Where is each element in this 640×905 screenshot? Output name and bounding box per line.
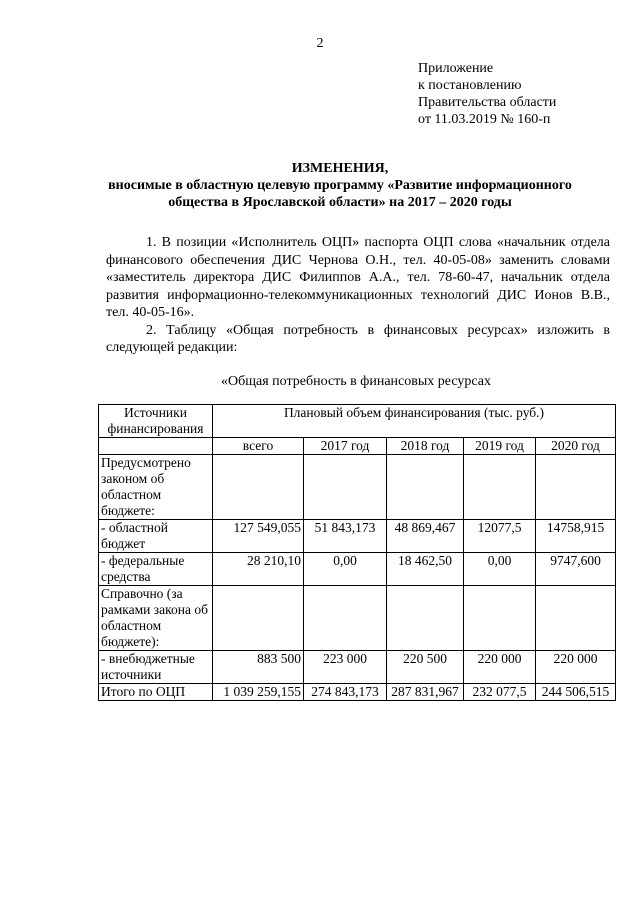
- row-label: - внебюджетные источники: [99, 651, 213, 684]
- cell-y2019: 220 000: [464, 651, 536, 684]
- header-2017: 2017 год: [304, 438, 387, 455]
- cell-y2019: [464, 455, 536, 520]
- cell-y2018: 48 869,467: [387, 520, 464, 553]
- table-body: [99, 455, 616, 701]
- cell-y2020: 9747,600: [536, 553, 616, 586]
- cell-y2018: 287 831,967: [387, 684, 464, 701]
- cell-total: 883 500: [213, 651, 304, 684]
- cell-total: [213, 586, 304, 651]
- header-2019: 2019 год: [464, 438, 536, 455]
- financing-table: [98, 404, 616, 701]
- table-header-row: [99, 405, 616, 438]
- heading-line: вносимые в областную целевую программу «Развитие информационного: [108, 178, 572, 193]
- header-sources-spacer: [99, 438, 213, 455]
- cell-y2020: 244 506,515: [536, 684, 616, 701]
- attachment-line: к постановлению: [418, 78, 522, 93]
- header-total: всего: [213, 438, 304, 455]
- cell-y2020: 14758,915: [536, 520, 616, 553]
- heading-line: общества в Ярославской области» на 2017 – 2020 годы: [168, 195, 512, 210]
- cell-y2017: [304, 586, 387, 651]
- cell-total: [213, 455, 304, 520]
- cell-y2017: 0,00: [304, 553, 387, 586]
- cell-y2018: [387, 455, 464, 520]
- header-planned: Плановый объем финансирования (тыс. руб.): [213, 405, 616, 438]
- row-label: - федеральные средства: [99, 553, 213, 586]
- header-2020: 2020 год: [536, 438, 616, 455]
- body-text: [106, 234, 610, 357]
- cell-y2020: [536, 586, 616, 651]
- document-heading: [60, 160, 620, 211]
- cell-y2019: 0,00: [464, 553, 536, 586]
- table-row: [99, 586, 616, 651]
- cell-y2017: 51 843,173: [304, 520, 387, 553]
- row-label: Итого по ОЦП: [99, 684, 213, 701]
- cell-y2019: 232 077,5: [464, 684, 536, 701]
- row-label: Предусмотрено законом об областном бюджете:: [99, 455, 213, 520]
- table-row: [99, 455, 616, 520]
- cell-y2017: 274 843,173: [304, 684, 387, 701]
- cell-total: 28 210,10: [213, 553, 304, 586]
- page-number: 2: [316, 36, 324, 51]
- paragraph-1: 1. В позиции «Исполнитель ОЦП» паспорта ОЦП слова «начальник отдела финансового обеспечения ДИС Чернова О.Н., тел. 40-05-08» заменить словами «заместитель директора ДИС Филиппов А.А., тел. 78-60-47, начальник отдела развития информационно-телекоммуникационных технологий ДИС Ионов В.В., тел. 40-05-16».: [106, 235, 610, 320]
- table-row: [99, 520, 616, 553]
- cell-y2019: 12077,5: [464, 520, 536, 553]
- cell-total: 127 549,055: [213, 520, 304, 553]
- header-2018: 2018 год: [387, 438, 464, 455]
- attachment-line: от 11.03.2019 № 160-п: [418, 112, 551, 127]
- attachment-line: Правительства области: [418, 95, 557, 110]
- paragraph-2: 2. Таблицу «Общая потребность в финансовых ресурсах» изложить в следующей редакции:: [106, 322, 610, 355]
- cell-y2017: [304, 455, 387, 520]
- heading-title: ИЗМЕНЕНИЯ,: [291, 161, 389, 176]
- cell-y2019: [464, 586, 536, 651]
- table-row: [99, 684, 616, 701]
- table-row: [99, 553, 616, 586]
- cell-y2020: [536, 455, 616, 520]
- cell-y2018: [387, 586, 464, 651]
- row-label: Справочно (за рамками закона об областном бюджете):: [99, 586, 213, 651]
- header-sources: Источники финансирования: [99, 405, 213, 438]
- attachment-line: Приложение: [418, 61, 494, 76]
- cell-y2018: 18 462,50: [387, 553, 464, 586]
- table-title: «Общая потребность в финансовых ресурсах: [221, 374, 491, 389]
- cell-y2017: 223 000: [304, 651, 387, 684]
- table-subheader-row: [99, 438, 616, 455]
- row-label: - областной бюджет: [99, 520, 213, 553]
- cell-total: 1 039 259,155: [213, 684, 304, 701]
- cell-y2020: 220 000: [536, 651, 616, 684]
- attachment-note: [418, 60, 556, 128]
- cell-y2018: 220 500: [387, 651, 464, 684]
- table-row: [99, 651, 616, 684]
